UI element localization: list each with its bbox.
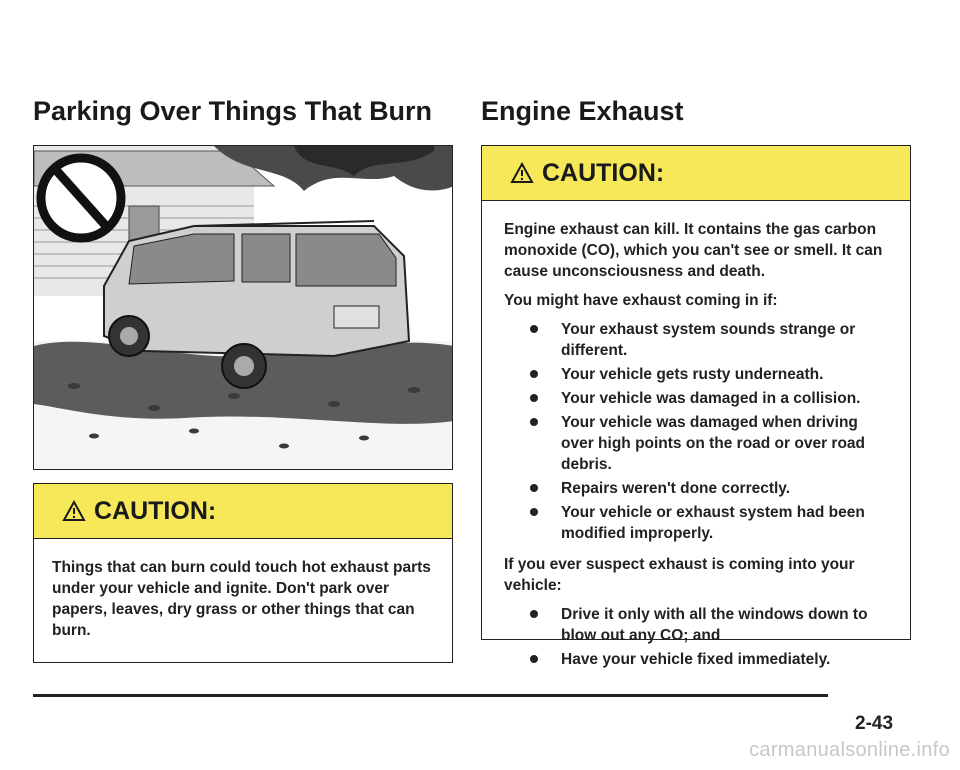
- caution-label: CAUTION:: [94, 496, 217, 525]
- caution-header: [482, 146, 910, 201]
- caution-text: Things that can burn could touch hot exhaust parts under your vehicle and ignite. Don't park over papers, leaves, dry grass or other things that can burn.: [52, 559, 431, 639]
- bullet-icon: [530, 370, 538, 378]
- bullet-icon: [530, 655, 538, 663]
- van-illustration-svg: [34, 146, 453, 470]
- bullet-list-2: [504, 604, 894, 670]
- caution-box-engine-exhaust: [481, 145, 911, 668]
- caution-body: [482, 201, 910, 670]
- van-over-leaves-illustration: [33, 145, 453, 470]
- watermark: carmanualsonline.info: [749, 739, 950, 761]
- page-number: 2-43: [855, 713, 894, 734]
- list-item: Drive it only with all the windows down to blow out any CO; and: [504, 604, 894, 646]
- list-item: Your vehicle gets rusty underneath.: [504, 364, 894, 385]
- footer-divider: [33, 694, 828, 697]
- list-item: Your vehicle was damaged when driving over high points on the road or over road debris.: [504, 412, 894, 475]
- caution-label: CAUTION:: [542, 158, 665, 187]
- caution-box-parking: [33, 483, 453, 663]
- bullet-icon: [530, 610, 538, 618]
- bullet-icon: [530, 484, 538, 492]
- section-heading-engine-exhaust: Engine Exhaust: [481, 96, 684, 126]
- caution-lead-2: If you ever suspect exhaust is coming into your vehicle:: [504, 556, 855, 594]
- bullet-icon: [530, 418, 538, 426]
- bullet-list-1: [504, 319, 894, 544]
- caution-lead-1: You might have exhaust coming in if:: [504, 292, 778, 309]
- bullet-icon: [530, 508, 538, 516]
- warning-triangle-icon: [62, 500, 86, 522]
- list-item: Have your vehicle fixed immediately.: [504, 649, 894, 670]
- bullet-icon: [530, 325, 538, 333]
- warning-triangle-icon: [510, 162, 534, 184]
- caution-intro: Engine exhaust can kill. It contains the gas carbon monoxide (CO), which you can't see or smell. It can cause unconsciousness and death.: [504, 221, 883, 280]
- caution-body: [34, 539, 452, 641]
- list-item: Repairs weren't done correctly.: [504, 478, 894, 499]
- no-symbol-icon: [41, 158, 121, 238]
- list-item: Your exhaust system sounds strange or different.: [504, 319, 894, 361]
- section-heading-parking: Parking Over Things That Burn: [33, 96, 433, 126]
- list-item: Your vehicle was damaged in a collision.: [504, 388, 894, 409]
- list-item: Your vehicle or exhaust system had been modified improperly.: [504, 502, 894, 544]
- bullet-icon: [530, 394, 538, 402]
- caution-header: [34, 484, 452, 539]
